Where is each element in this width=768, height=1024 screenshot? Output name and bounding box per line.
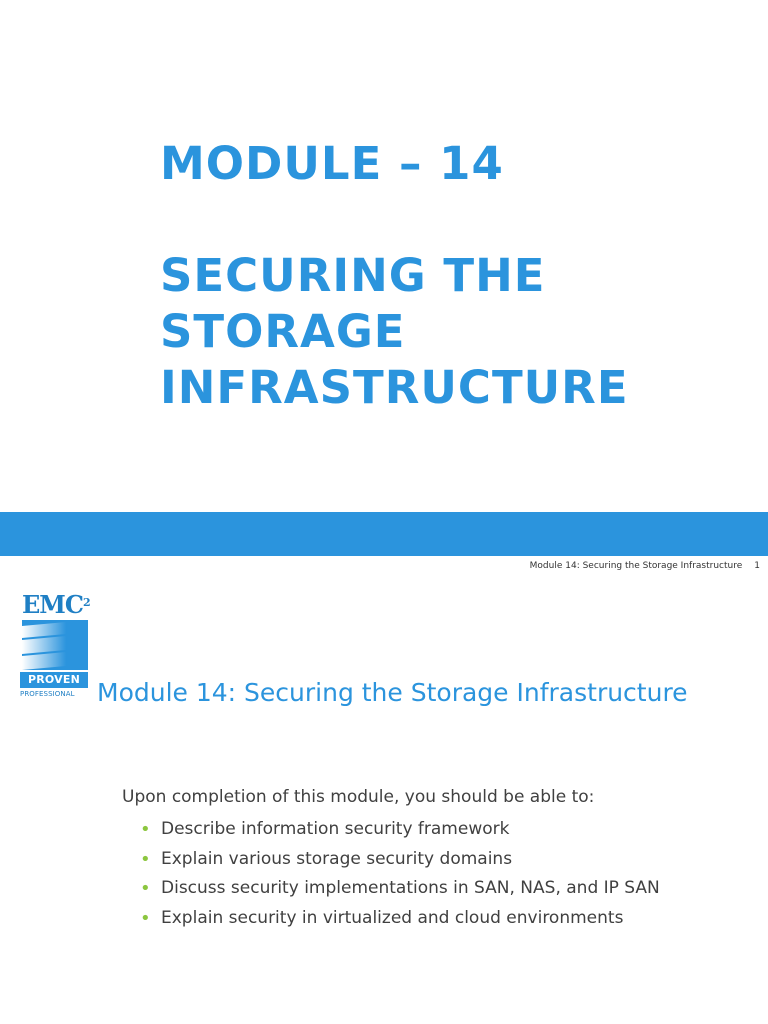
title-line-securing: SECURING THE <box>160 249 546 302</box>
emc-superscript: 2 <box>82 596 90 609</box>
bullet-icon: • <box>140 878 151 899</box>
title-line-module: MODULE – 14 <box>160 137 504 190</box>
objectives-intro: Upon completion of this module, you should be able to: <box>122 787 595 807</box>
list-item <box>140 815 660 845</box>
list-item-text: Explain security in virtualized and cloud environments <box>161 907 624 928</box>
objectives-list <box>140 815 660 933</box>
title-line-storage: STORAGE <box>160 305 406 358</box>
list-item <box>140 874 660 904</box>
list-item-text: Explain various storage security domains <box>161 848 513 869</box>
title-spacer <box>160 192 760 248</box>
page-footer <box>530 561 760 571</box>
professional-label: PROFESSIONAL <box>20 690 75 698</box>
bullet-icon: • <box>140 907 151 929</box>
title-line-infrastructure: INFRASTRUCTURE <box>160 361 629 414</box>
slide-title <box>160 136 760 416</box>
logo-steps-graphic <box>22 620 88 670</box>
list-item-text: Discuss security implementations in SAN, NAS, and IP SAN <box>161 878 660 898</box>
emc-wordmark <box>22 590 90 620</box>
page-number: 1 <box>754 561 760 571</box>
footer-text: Module 14: Securing the Storage Infrastructure <box>529 561 743 571</box>
list-item-text: Describe information security framework <box>161 819 510 839</box>
bullet-icon: • <box>140 848 151 870</box>
module-title: Module 14: Securing the Storage Infrastructure <box>97 678 688 707</box>
emc-proven-logo <box>20 590 90 706</box>
title-slide-band <box>0 512 768 556</box>
proven-label: PROVEN <box>20 672 88 688</box>
bullet-icon: • <box>140 819 151 840</box>
list-item <box>140 845 660 875</box>
emc-text: EMC <box>22 590 83 619</box>
list-item <box>140 904 660 934</box>
